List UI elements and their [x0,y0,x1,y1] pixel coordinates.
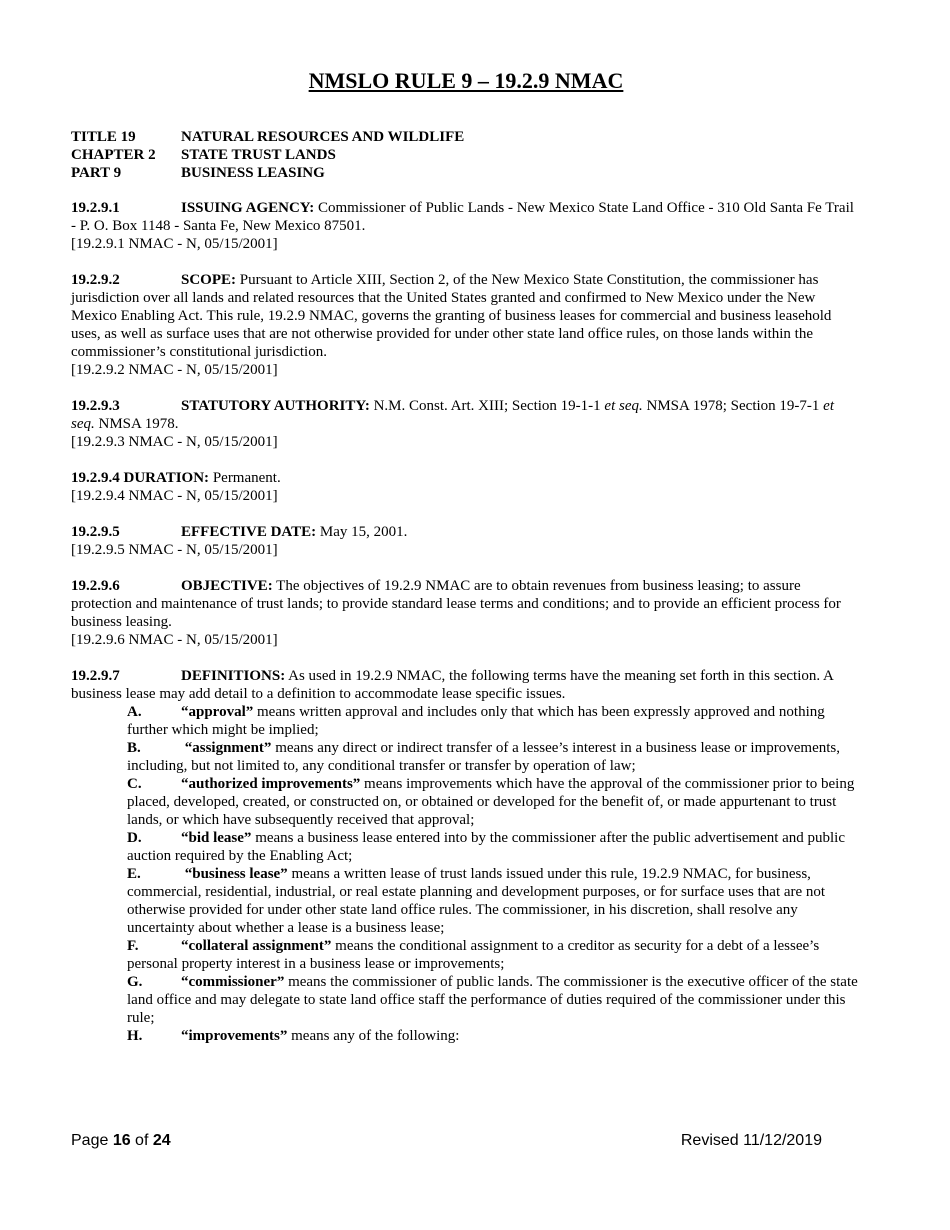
definition-letter: H. [127,1028,143,1044]
definition-term: “authorized improvements” [181,776,361,792]
definition-term: “business lease” [181,866,288,882]
section-text: May 15, 2001. [316,524,408,540]
section-text: Permanent. [209,470,281,486]
section-objective [71,577,861,649]
section-label: SCOPE: [181,272,237,288]
section-number: 19.2.9.6 [71,578,120,594]
section-text: Pursuant to Article XIII, Section 2, of the New Mexico State Constitution, the commissioner has jurisdiction over all lands and related resources that the United States granted and confirmed to New Mexico under the New Mexico Enabling Act. This rule, 19.2.9 NMAC, governs the granting of business leases for commercial and business leasehold uses, as well as surface uses that are not otherwise provided for under other state land office rules, on those lands within the commissioner’s constitutional jurisdiction. [71,272,832,360]
definition-term: “commissioner” [181,974,285,990]
section-text: Commissioner of Public Lands - New Mexico State Land Office - 310 Old Santa Fe Trail - P. O. Box 1148 - Santa Fe, New Mexico 87501. [71,200,854,234]
section-number: 19.2.9.3 [71,398,120,414]
header-row-part [71,164,464,182]
definition-letter: G. [127,974,143,990]
rule-body [71,199,861,1063]
page-number [71,1131,171,1151]
section-history: [19.2.9.2 NMAC - N, 05/15/2001] [71,362,278,378]
section-number: 19.2.9.7 [71,668,120,684]
definition-term: “approval” [181,704,254,720]
section-statutory-authority [71,397,861,451]
section-history: [19.2.9.4 NMAC - N, 05/15/2001] [71,488,278,504]
section-issuing-agency [71,199,861,253]
section-history: [19.2.9.3 NMAC - N, 05/15/2001] [71,434,278,450]
header-value: STATE TRUST LANDS [181,147,336,163]
section-number: 19.2.9.2 [71,272,120,288]
section-number: 19.2.9.5 [71,524,120,540]
header-key: TITLE 19 [71,129,136,145]
definition-text: means the commissioner of public lands. The commissioner is the executive officer of the state land office and may delegate to state land office staff the performance of duties required of the commissioner under this rule; [127,974,858,1026]
definition-letter: B. [127,740,141,756]
definition-letter: D. [127,830,142,846]
definition-text: means the conditional assignment to a creditor as security for a debt of a lessee’s personal property interest in a business lease or improvements; [127,938,820,972]
section-history: [19.2.9.1 NMAC - N, 05/15/2001] [71,236,278,252]
header-row-title [71,128,464,146]
section-history: [19.2.9.5 NMAC - N, 05/15/2001] [71,542,278,558]
section-definitions [71,667,861,1045]
section-label: EFFECTIVE DATE: [181,524,317,540]
definition-letter: A. [127,704,142,720]
revised-date: Revised 11/12/2019 [680,1132,822,1149]
definition-item [127,829,861,865]
section-label: STATUTORY AUTHORITY: [181,398,370,414]
section-text-italic: et seq. [71,398,834,432]
section-text-italic: et seq. [604,398,643,414]
definition-text: means written approval and includes only that which has been expressly approved and nothing further which might be implied; [127,704,825,738]
page-prefix: Page [71,1132,113,1149]
page-title: NMSLO RULE 9 – 19.2.9 NMAC [308,68,624,93]
page-of: of [130,1132,153,1149]
header-value: NATURAL RESOURCES AND WILDLIFE [181,129,465,145]
section-number: 19.2.9.4 DURATION: [71,470,210,486]
section-text: NMSA 1978. [94,416,179,432]
page-current: 16 [112,1132,131,1149]
section-text: The objectives of 19.2.9 NMAC are to obtain revenues from business leasing; to assure protection and maintenance of trust lands; to provide standard lease terms and conditions; and to provide an efficient process for business leasing. [71,578,841,630]
section-number: 19.2.9.1 [71,200,120,216]
section-label: DEFINITIONS: [181,668,286,684]
definition-text: means a written lease of trust lands issued under this rule, 19.2.9 NMAC, for business, commercial, residential, industrial, or real estate planning and development purposes, or for surface uses that are not otherwise provided for under other state land office rules. The commissioner, in his discretion, shall resolve any uncertainty about whether a lease is a business lease; [127,866,826,936]
section-label: OBJECTIVE: [181,578,273,594]
definition-item [127,937,861,973]
definition-term: “collateral assignment” [181,938,332,954]
definition-text: means any direct or indirect transfer of a lessee’s interest in a business lease or improvements, including, but not limited to, any conditional transfer or transfer by operation of law; [127,740,841,774]
section-scope [71,271,861,379]
section-text: NMSA 1978; Section 19-7-1 [642,398,824,414]
section-label: ISSUING AGENCY: [181,200,315,216]
section-duration [71,469,861,505]
header-key: PART 9 [71,165,122,181]
definition-letter: E. [127,866,141,882]
definitions-list [127,703,861,1045]
definition-item [127,703,861,739]
section-text: N.M. Const. Art. XIII; Section 19-1-1 [369,398,605,414]
page-total: 24 [152,1132,171,1149]
header-key: CHAPTER 2 [71,147,156,163]
definition-term: “bid lease” [181,830,252,846]
definition-item [127,1027,861,1045]
definition-term: “improvements” [181,1028,288,1044]
definition-letter: C. [127,776,142,792]
definition-text: means a business lease entered into by the commissioner after the public advertisement and public auction required by the Enabling Act; [127,830,846,864]
definition-letter: F. [127,938,139,954]
definition-term: “assignment” [181,740,272,756]
definition-text: means any of the following: [287,1028,460,1044]
definition-item [127,775,861,829]
section-text: As used in 19.2.9 NMAC, the following terms have the meaning set forth in this section. A business lease may add detail to a definition to accommodate lease specific issues. [71,668,834,702]
header-row-chapter [71,146,464,164]
definition-item [127,739,861,775]
header-value: BUSINESS LEASING [181,165,325,181]
definition-text: means improvements which have the approval of the commissioner prior to being placed, developed, created, or constructed on, or obtained or developed for the benefit of, or made appurtenant to trust lands, or which have subsequently received that approval; [127,776,855,828]
definition-item [127,973,861,1027]
definition-item [127,865,861,937]
rule-header [71,128,464,182]
section-history: [19.2.9.6 NMAC - N, 05/15/2001] [71,632,278,648]
section-effective-date [71,523,861,559]
